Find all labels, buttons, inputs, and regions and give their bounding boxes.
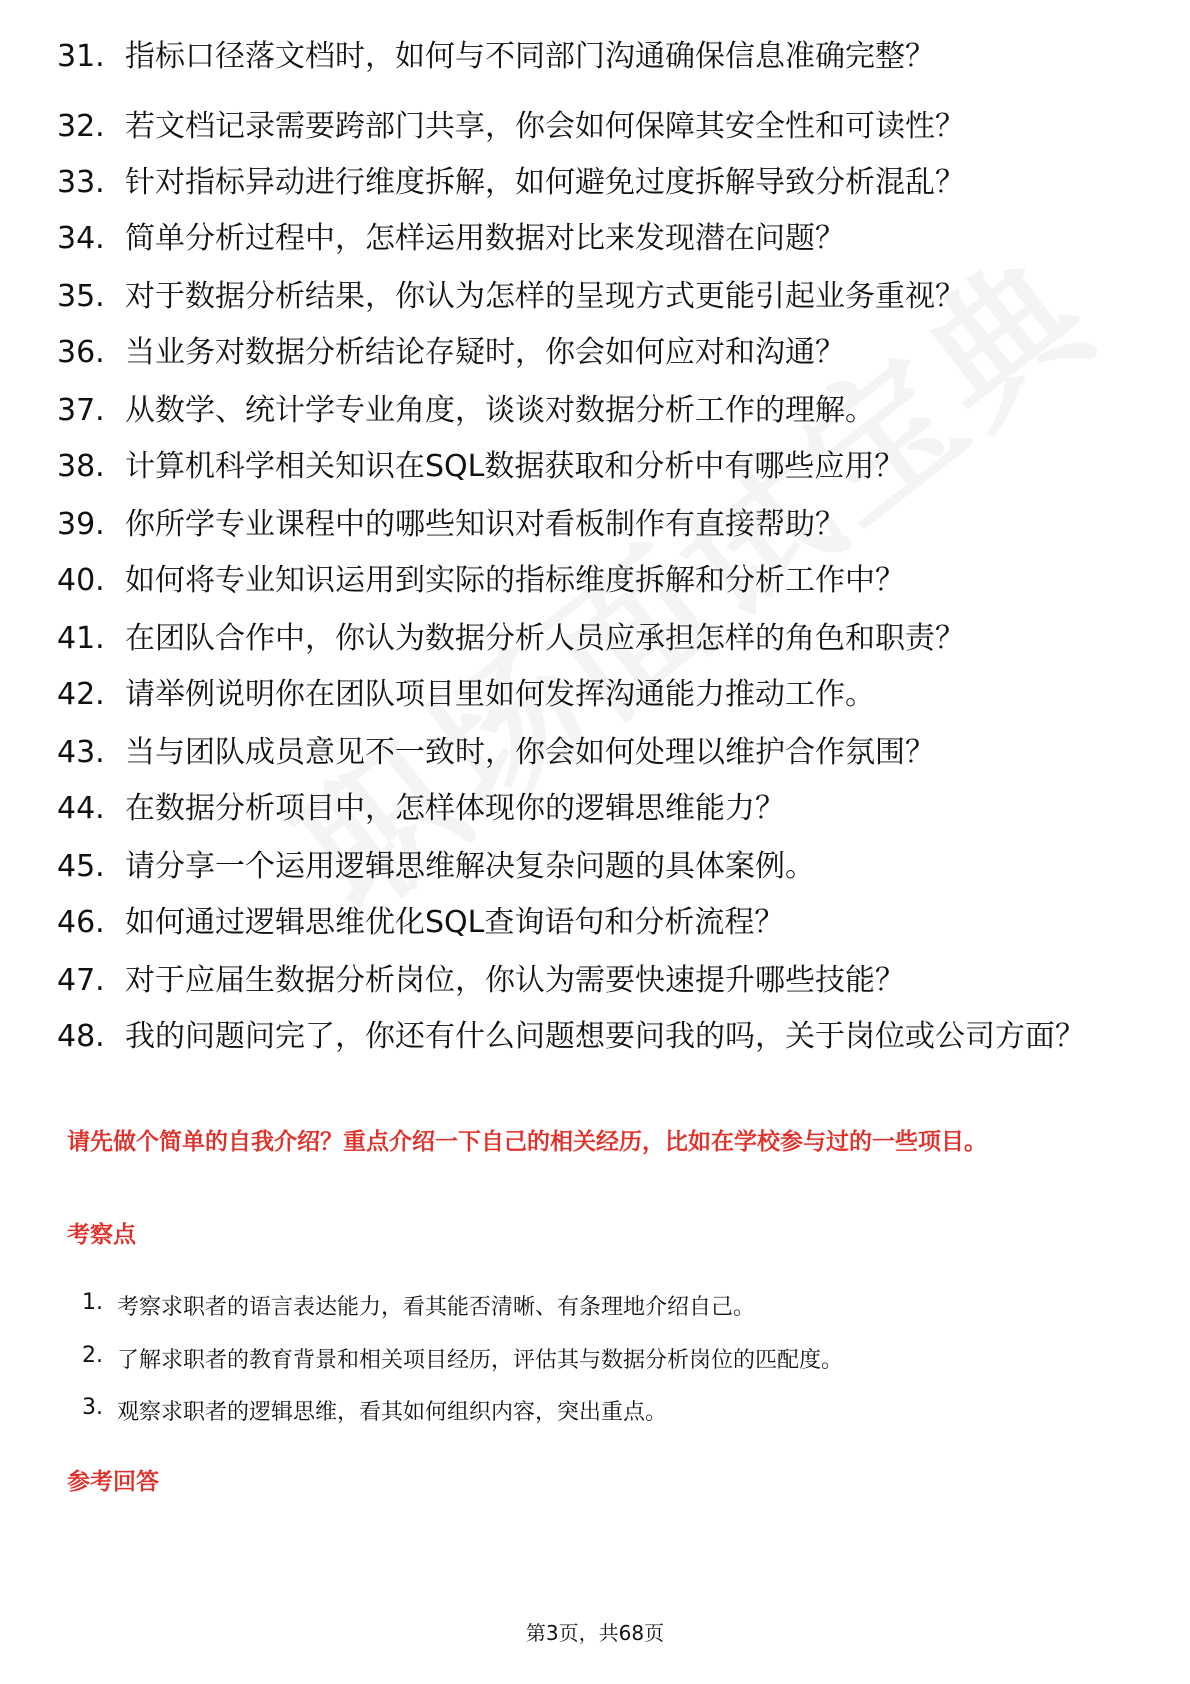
list-item: 39. 你所学专业课程中的哪些知识对看板制作有直接帮助？: [57, 507, 845, 542]
list-item: 47. 对于应届生数据分析岗位，你认为需要快速提升哪些技能？: [57, 963, 905, 998]
list-item: 33. 针对指标异动进行维度拆解，如何避免过度拆解导致分析混乱？: [57, 165, 965, 200]
list-item: 45. 请分享一个运用逻辑思维解决复杂问题的具体案例。: [57, 849, 815, 884]
list-item: 44. 在数据分析项目中，怎样体现你的逻辑思维能力？: [57, 791, 785, 826]
list-item: 37. 从数学、统计学专业角度，谈谈对数据分析工作的理解。: [57, 393, 875, 428]
list-item: 38. 计算机科学相关知识在SQL数据获取和分析中有哪些应用？: [57, 449, 905, 484]
list-item: 31. 指标口径落文档时，如何与不同部门沟通确保信息准确完整？: [57, 39, 935, 74]
reference-answer-title: 参考回答: [67, 1469, 159, 1495]
list-item: 32. 若文档记录需要跨部门共享，你会如何保障其安全性和可读性？: [57, 109, 965, 144]
list-item: 34. 简单分析过程中，怎样运用数据对比来发现潜在问题？: [57, 221, 845, 256]
intro-question: 请先做个简单的自我介绍？重点介绍一下自己的相关经历，比如在学校参与过的一些项目。: [67, 1129, 987, 1155]
list-item: 35. 对于数据分析结果，你认为怎样的呈现方式更能引起业务重视？: [57, 279, 965, 314]
list-item: 43. 当与团队成员意见不一致时，你会如何处理以维护合作氛围？: [57, 735, 935, 770]
list-item: 3. 观察求职者的逻辑思维，看其如何组织内容，突出重点。: [82, 1395, 668, 1425]
list-item: 48. 我的问题问完了，你还有什么问题想要问我的吗，关于岗位或公司方面？: [57, 1019, 1085, 1054]
list-item: 2. 了解求职者的教育背景和相关项目经历，评估其与数据分析岗位的匹配度。: [82, 1343, 844, 1373]
list-item: 1. 考察求职者的语言表达能力，看其能否清晰、有条理地介绍自己。: [82, 1290, 756, 1320]
page-footer: 第3页，共68页: [525, 1621, 665, 1645]
list-item: 40. 如何将专业知识运用到实际的指标维度拆解和分析工作中？: [57, 563, 905, 598]
list-item: 36. 当业务对数据分析结论存疑时，你会如何应对和沟通？: [57, 335, 845, 370]
exam-points-title: 考察点: [67, 1222, 136, 1248]
list-item: 41. 在团队合作中，你认为数据分析人员应承担怎样的角色和职责？: [57, 621, 965, 656]
list-item: 46. 如何通过逻辑思维优化SQL查询语句和分析流程？: [57, 905, 785, 940]
list-item: 42. 请举例说明你在团队项目里如何发挥沟通能力推动工作。: [57, 677, 875, 712]
